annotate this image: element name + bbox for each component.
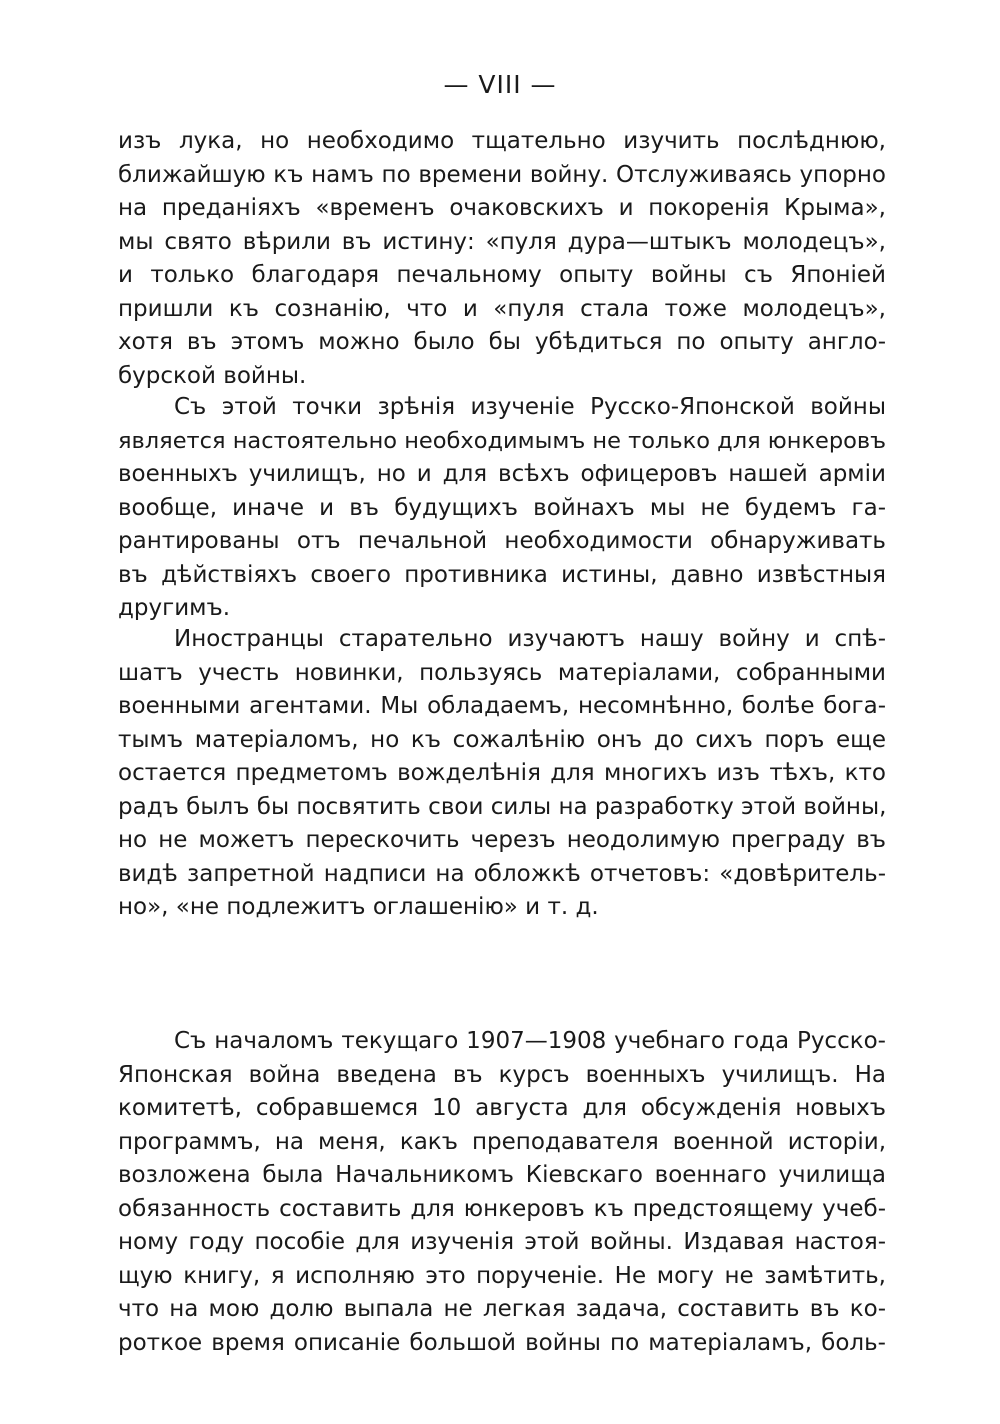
- text-line: радъ былъ бы посвятить свои силы на разработку этой войны,: [118, 793, 887, 820]
- text-line: щую книгу, я исполняю это порученіе. Не могу не замѣтить,: [118, 1262, 886, 1289]
- text-line: тымъ матеріаломъ, но къ сожалѣнію онъ до сихъ поръ еще: [118, 726, 886, 753]
- text-line: мы свято вѣрили въ истину: «пуля дура—штыкъ молодецъ»,: [118, 228, 886, 255]
- paragraph-4: [118, 1025, 886, 1360]
- text-line: комитетѣ, собравшемся 10 августа для обсужденія новыхъ: [118, 1095, 886, 1121]
- text-line: изъ лука, но необходимо тщательно изучить послѣднюю,: [118, 128, 886, 154]
- text-line: Съ началомъ текущаго 1907—1908 учебнаго года Русско-: [174, 1028, 886, 1054]
- text-line: но не можетъ перескочить черезъ неодолимую преграду въ: [118, 827, 886, 853]
- text-line: вообще, иначе и въ будущихъ войнахъ мы не будемъ га-: [118, 494, 886, 521]
- text-line: пришли къ сознанію, что и «пуля стала тоже молодецъ»,: [118, 295, 886, 322]
- text-line: Иностранцы старательно изучаютъ нашу войну и спѣ-: [174, 626, 886, 652]
- text-line: является настоятельно необходимымъ не только для юнкеровъ: [118, 427, 887, 454]
- text-line: видѣ запретной надписи на обложкѣ отчетовъ: «довѣритель-: [118, 860, 886, 887]
- text-line: ближайшую къ намъ по времени войну. Отслуживаясь упорно: [118, 161, 886, 188]
- text-line: на преданіяхъ «временъ очаковскихъ и покоренія Крыма»,: [118, 195, 886, 221]
- text-line: рантированы отъ печальной необходимости обнаруживать: [118, 528, 886, 554]
- text-line: Съ этой точки зрѣнія изученіе Русско-Японской войны: [174, 394, 886, 420]
- text-line: роткое время описаніе большой войны по матеріаламъ, боль-: [118, 1329, 886, 1356]
- text-line: что на мою долю выпала не легкая задача, составить въ ко-: [118, 1296, 886, 1322]
- paragraph-2: [118, 391, 886, 626]
- text-line: хотя въ этомъ можно было бы убѣдиться по опыту англо-: [118, 329, 886, 355]
- text-line: но», «не подлежитъ оглашенію» и т. д.: [118, 894, 599, 920]
- text-line: военныхъ училищъ, но и для всѣхъ офицеровъ нашей арміи: [118, 461, 886, 487]
- text-line: въ дѣйствіяхъ своего противника истины, давно извѣстныя: [118, 561, 886, 588]
- text-line: Японская война введена въ курсъ военныхъ училищъ. На: [118, 1061, 886, 1088]
- page-number: — VIII —: [443, 70, 557, 99]
- text-line: и только благодаря печальному опыту войны съ Японіей: [118, 262, 886, 288]
- paragraph-1: [118, 125, 886, 393]
- text-line: бурской войны.: [118, 362, 307, 389]
- paragraph-3: [118, 623, 886, 925]
- text-line: шатъ учесть новинки, пользуясь матеріалами, собранными: [118, 659, 886, 686]
- text-line: остается предметомъ вожделѣнія для многихъ изъ тѣхъ, кто: [118, 760, 886, 786]
- text-line: ному году пособіе для изученія этой войны. Издавая настоя-: [118, 1229, 886, 1255]
- text-line: возложена была Начальникомъ Кіевскаго военнаго училища: [118, 1162, 886, 1188]
- text-line: обязанность составить для юнкеровъ къ предстоящему учеб-: [118, 1195, 886, 1222]
- text-line: военными агентами. Мы обладаемъ, несомнѣнно, болѣе бога-: [118, 693, 886, 719]
- text-line: другимъ.: [118, 595, 231, 621]
- text-line: программъ, на меня, какъ преподавателя военной исторіи,: [118, 1128, 886, 1155]
